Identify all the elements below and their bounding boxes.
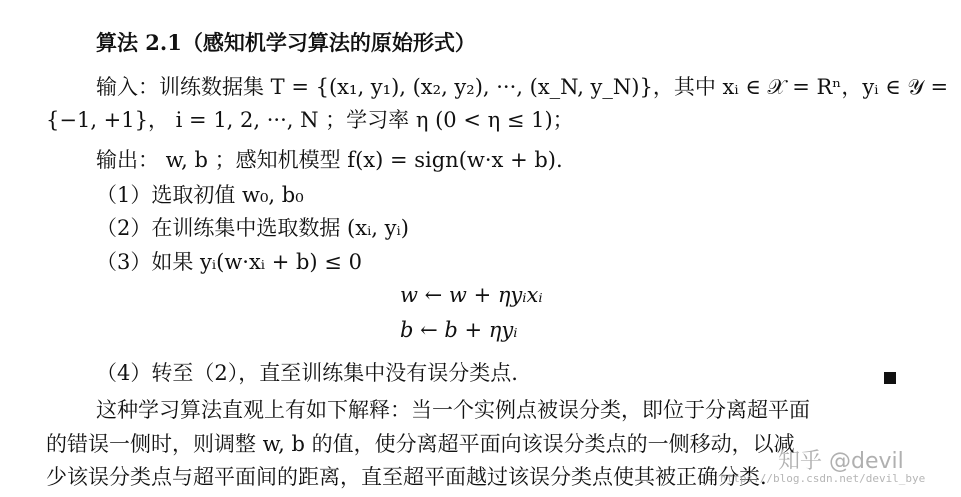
explanation-line-3: 少该误分类点与超平面间的距离，直至超平面越过该误分类点使其被正确分类. xyxy=(46,465,767,489)
watermark-url: https://blog.csdn.net/devil_bye xyxy=(720,472,926,485)
explanation-line-2: 的错误一侧时，则调整 w, b 的值，使分离超平面向该误分类点的一侧移动，以减 xyxy=(46,432,795,456)
algorithm-title: 算法 2.1（感知机学习算法的原始形式） xyxy=(96,30,476,55)
step-1: （1）选取初值 w₀, b₀ xyxy=(96,183,304,207)
output-line: 输出： w, b ；感知机模型 f(x) = sign(w·x + b). xyxy=(96,148,563,172)
watermark: 知乎 @devil xyxy=(778,449,904,474)
input-line-1: 输入：训练数据集 T = {(x₁, y₁), (x₂, y₂), ···, (x_N, y_N)}，其中 xᵢ ∈ 𝒳 = Rⁿ，yᵢ ∈ 𝒴 = xyxy=(96,75,949,99)
update-w-formula: w ← w + ηyᵢxᵢ xyxy=(400,283,543,307)
input-line-2: {−1, +1}， i = 1, 2, ···, N ；学习率 η (0 < η ≤ 1)； xyxy=(46,108,574,132)
step-3: （3）如果 yᵢ(w·xᵢ + b) ≤ 0 xyxy=(96,250,362,274)
update-b-formula: b ← b + ηyᵢ xyxy=(400,318,518,342)
step-2: （2）在训练集中选取数据 (xᵢ, yᵢ) xyxy=(96,216,409,240)
step-4: （4）转至（2），直至训练集中没有误分类点. xyxy=(96,361,518,385)
end-of-algorithm-mark xyxy=(884,372,896,384)
explanation-line-1: 这种学习算法直观上有如下解释：当一个实例点被误分类，即位于分离超平面 xyxy=(96,398,810,422)
